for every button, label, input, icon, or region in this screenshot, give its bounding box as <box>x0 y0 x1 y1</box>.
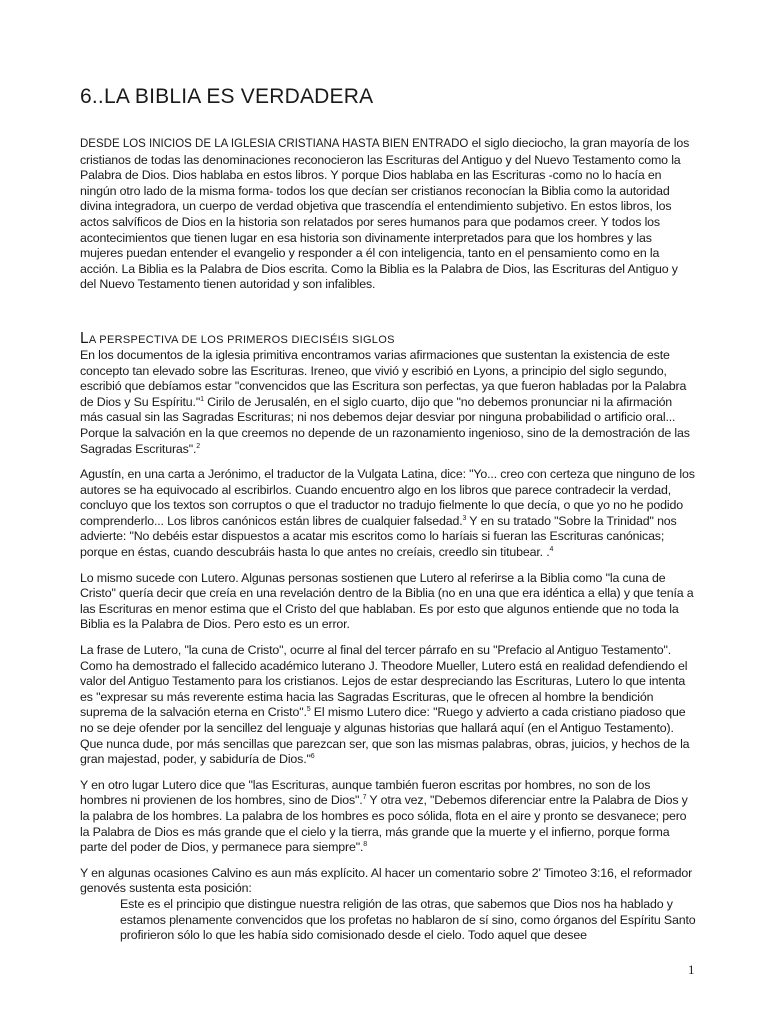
paragraph-6-text: Y en algunas ocasiones Calvino es aun más explícito. Al hacer un comentario sobre 2' Timoteo 3:16, el reformador genovés sustenta esta posición: <box>80 865 693 896</box>
paragraph-3-text: Lo mismo sucede con Lutero. Algunas personas sostienen que Lutero al referirse a la Biblia como "la cuna de Cristo" quería decir que creía en una revelación dentro de la Biblia (no en una que era idéntica a ella) y que tenía a las Escrituras en menor estima que el Cristo del que hablaban. Es por esto que algunos entiende que no toda la Biblia es la Palabra de Dios. Pero esto es un error. <box>80 570 694 632</box>
paragraph-3 <box>80 571 696 633</box>
paragraph-2-text-2: Y en su tratado "Sobre la Trinidad" nos advierte: "No debéis estar dispuestos a acatar mis escritos como lo haríais si fueran las Escrituras canónicas; porque en éstas, cuando descubráis hasta lo que antes no creíais, creedlo sin titubear. . <box>80 513 677 560</box>
footnote-ref-4[interactable]: 4 <box>549 546 554 554</box>
paragraph-5-text-2: Y otra vez, "Debemos diferenciar entre la Palabra de Dios y la palabra de los hombres. La palabra de los hombres es poco sólida, flota en el aire y pronto se desvanece; pero la Palabra de Dios es más grande que el cielo y la tierra, más grande que la muerte y el infierno, porque forma parte del poder de Dios, y permanece para siempre". <box>80 793 688 855</box>
paragraph-2 <box>80 467 696 561</box>
footnote-ref-5[interactable]: 5 <box>306 706 311 714</box>
paragraph-2-text: Agustín, en una carta a Jerónimo, el traductor de la Vulgata Latina, dice: "Yo... creo con certeza que ninguno de los autores se ha equivocado al escribirlos. Cuando encuentro algo en los libros que parece contradecir la verdad, concluyo que los textos son corruptos o que el traductor no tradujo fielmente lo que decía, o que yo no he podido comprenderlo... Los libros canónicos están libres de cualquier falsedad. <box>80 467 695 528</box>
intro-text: el siglo dieciocho, la gran mayoría de los cristianos de todas las denominaciones reconocieron las Escrituras del Antiguo y del Nuevo Testamento como la Palabra de Dios. Dios hablaba en estos libros. Y porque Dios hablaba en las Escrituras -como no lo hacía en ningún otro lado de la misma forma- todos los que decían ser cristianos reconocían la Biblia como la autoridad divina integradora, un cuerpo de verdad objetiva que trascendía el entendimiento subjetivo. En estos libros, los actos salvíficos de Dios en la historia son relatados por seres humanos para que podamos creer. Y todos los acontecimientos que tienen lugar en esa historia son divinamente interpretados para que los hombres y las mujeres puedan entender el evangelio y responder a él con inteligencia, tanto en el pensamiento como en la acción. La Biblia es la Palabra de Dios escrita. Como la Biblia es la Palabra de Dios, las Escrituras del Antiguo y del Nuevo Testamento tienen autoridad y son infalibles. <box>80 136 690 292</box>
paragraph-5-text: Y en otro lugar Lutero dice que "las Escrituras, aunque también fueron escritas por hombres, no son de los hombres ni provienen de los hombres, sino de Dios". <box>80 777 651 808</box>
section-heading <box>80 331 696 348</box>
paragraph-1-text-2: Cirilo de Jerusalén, en el siglo cuarto, dijo que "no debemos pronunciar ni la afirmación más casual sin las Sagradas Escrituras; ni nos debemos dejar desviar por ninguna probabilidad o artificio oral... Porque la salvación en la que creemos no depende de un razonamiento ingenioso, sino de la demostración de las Sagradas Escrituras". <box>80 394 690 456</box>
footnote-ref-3[interactable]: 3 <box>462 514 467 522</box>
section-heading-initial: L <box>80 329 89 347</box>
paragraph-4-text: La frase de Lutero, "la cuna de Cristo", ocurre al final del tercer párrafo en su "Prefacio al Antiguo Testamento". Como ha demostrado el fallecido académico luterano J. Theodore Mueller, Lutero está en realidad defendiendo el valor del Antiguo Testamento para los cristianos. Lejos de estar despreciando las Escrituras, Lutero lo que intenta es "expresar su más reverente estima hacia las Sagradas Escrituras, que le ofrecen al hombre la bendición suprema de la salvación eterna en Cristo". <box>80 643 688 720</box>
footnote-ref-7[interactable]: 7 <box>362 794 367 802</box>
paragraph-6 <box>80 866 696 897</box>
block-quote-text: Este es el principio que distingue nuestra religión de las otras, que sabemos que Dios nos ha hablado y estamos plenamente convencidos que los profetas no hablaron de sí sino, como órganos del Espíritu Santo profirieron sólo lo que les había sido comisionado desde el cielo. Todo aquel que desee <box>120 896 696 943</box>
section-heading-text: A PERSPECTIVA DE LOS PRIMEROS DIECISÉIS SIGLOS <box>88 333 395 346</box>
document-body <box>80 136 696 944</box>
footnote-ref-1[interactable]: 1 <box>200 395 204 403</box>
footnote-ref-8[interactable]: 8 <box>363 841 368 849</box>
paragraph-1-text: En los documentos de la iglesia primitiva encontramos varias afirmaciones que sustentan la existencia de este concepto tan elevado sobre las Escrituras. Ireneo, que vivió y escribió en Lyons, a principio del siglo segundo, escribió que debíamos estar "convencidos que las Escritura son perfectas, ya que fueron habladas por la Palabra de Dios y Su Espíritu." <box>80 347 687 409</box>
block-quote <box>120 897 696 944</box>
intro-paragraph <box>80 136 696 293</box>
paragraph-4-text-2: El mismo Lutero dice: "Ruego y advierto a cada cristiano piadoso que no se deje ofender por la sencillez del lenguaje y algunas historias que hallará aquí (en el Antiguo Testamento). Que nunca dude, por más sencillas que parezcan ser, que son las mismas palabras, obras, juicios, y hechos de la gran majestad, poder, y sabiduría de Dios." <box>80 705 690 767</box>
paragraph-1 <box>80 348 696 457</box>
paragraph-4 <box>80 643 696 768</box>
page-title: 6..LA BIBLIA ES VERDADERA <box>80 85 374 108</box>
footnote-ref-6[interactable]: 6 <box>310 753 315 761</box>
page-number: 1 <box>688 962 695 977</box>
paragraph-5 <box>80 778 696 856</box>
intro-lead-caps: DESDE LOS INICIOS DE LA IGLESIA CRISTIANA HASTA BIEN ENTRADO <box>80 138 469 150</box>
footnote-ref-2[interactable]: 2 <box>196 442 201 450</box>
